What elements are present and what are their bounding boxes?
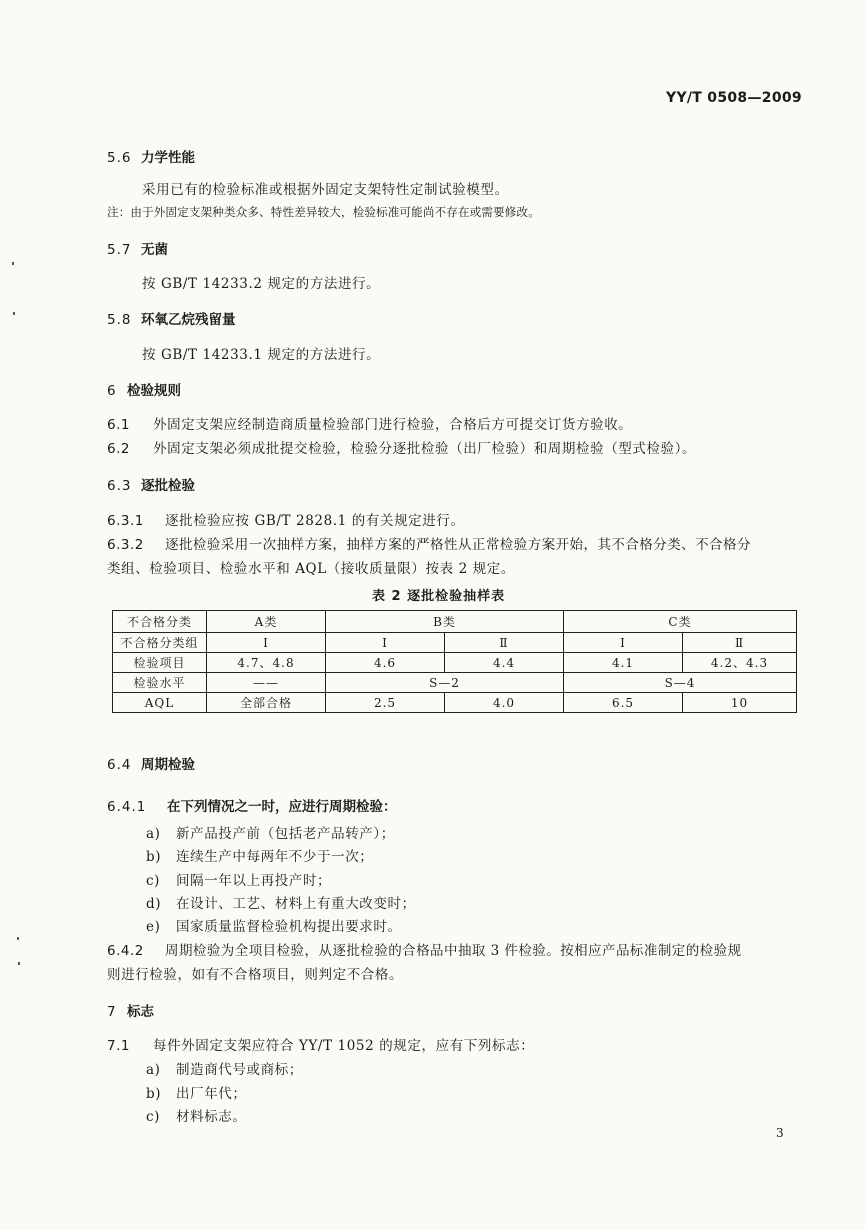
section-text: 逐批检验应按 GB/T 2828.1 的有关规定进行。: [165, 513, 465, 529]
section-text: 在下列情况之一时，应进行周期检验：: [167, 799, 397, 815]
list-text: 连续生产中每两年不少于一次；: [176, 849, 374, 865]
section-number: 6.4.2: [107, 943, 144, 959]
list-text: 新产品投产前（包括老产品转产）；: [176, 826, 395, 842]
table-cell: Ⅰ: [326, 633, 445, 653]
list-item: [146, 822, 395, 842]
table-cell: 检验水平: [113, 673, 207, 693]
section-number: 5.8: [107, 312, 132, 328]
list-item: [146, 892, 416, 912]
section-text-line-1: 逐批检验采用一次抽样方案，抽样方案的严格性从正常检验方案开始，其不合格分类、不合格分: [165, 537, 751, 553]
section-5-6-note: 注：由于外固定支架种类众多、特性差异较大，检验标准可能尚不存在或需要修改。: [107, 205, 540, 219]
section-number: 6.2: [107, 441, 130, 457]
list-text: 材料标志。: [176, 1109, 247, 1125]
table-cell: A类: [207, 611, 326, 633]
table-cell: 4.0: [445, 693, 564, 713]
section-7-heading: [107, 1000, 154, 1020]
section-text: 外固定支架应经制造商质量检验部门进行检验，合格后方可提交订货方验收。: [153, 417, 633, 433]
table-cell: 10: [683, 693, 797, 713]
section-text: 每件外固定支架应符合 YY/T 1052 的规定，应有下列标志：: [153, 1038, 535, 1054]
section-number: 6.1: [107, 417, 130, 433]
table-cell: S—4: [564, 673, 797, 693]
list-marker: d): [146, 896, 162, 912]
section-title: 标志: [127, 1004, 154, 1020]
scan-speck: [13, 312, 15, 315]
list-item: [146, 1082, 247, 1102]
list-item: [146, 1105, 247, 1125]
table-row: [113, 673, 797, 693]
section-6-3-heading: [107, 474, 195, 494]
section-6-4-2: [107, 939, 742, 959]
list-marker: b): [146, 1086, 162, 1102]
section-number: 7.1: [107, 1038, 130, 1054]
section-number: 6.3: [107, 478, 132, 494]
table-cell: 4.7、4.8: [207, 653, 326, 673]
list-text: 在设计、工艺、材料上有重大改变时；: [176, 896, 416, 912]
list-item: [146, 915, 402, 935]
list-marker: c): [146, 1109, 161, 1125]
table-cell: ——: [207, 673, 326, 693]
section-5-6-text: 采用已有的检验标准或根据外固定支架特性定制试验模型。: [142, 182, 509, 198]
table-cell: 2.5: [326, 693, 445, 713]
table-row: [113, 611, 797, 633]
section-6-3-2: [107, 533, 751, 553]
table-cell: S—2: [326, 673, 564, 693]
table-row: [113, 693, 797, 713]
section-number: 6: [107, 383, 117, 399]
section-number: 6.3.2: [107, 537, 144, 553]
section-5-8-text: 按 GB/T 14233.1 规定的方法进行。: [142, 347, 381, 363]
table-cell: 4.6: [326, 653, 445, 673]
list-item: [146, 845, 373, 865]
table-caption: 表 2 逐批检验抽样表: [372, 589, 506, 604]
table-row: [113, 653, 797, 673]
section-text-line-1: 周期检验为全项目检验，从逐批检验的合格品中抽取 3 件检验。按相应产品标准制定的检验规: [165, 943, 742, 959]
section-6-3-2-cont: 类组、检验项目、检验水平和 AQL（接收质量限）按表 2 规定。: [107, 561, 515, 577]
section-number: 6.4.1: [107, 799, 147, 815]
list-marker: e): [146, 919, 161, 935]
section-number: 6.3.1: [107, 513, 144, 529]
section-number: 7: [107, 1004, 117, 1020]
section-5-8-heading: [107, 308, 236, 328]
section-6-3-1: [107, 509, 465, 529]
list-marker: a): [146, 826, 161, 842]
table-cell: 全部合格: [207, 693, 326, 713]
table-cell: 检验项目: [113, 653, 207, 673]
list-item: [146, 869, 331, 889]
scan-speck: [17, 937, 19, 940]
section-5-6-heading: [107, 146, 195, 166]
list-text: 制造商代号或商标；: [176, 1062, 303, 1078]
table-cell: 4.2、4.3: [683, 653, 797, 673]
table-cell: B类: [326, 611, 564, 633]
section-title: 检验规则: [127, 383, 181, 399]
table-cell: Ⅰ: [564, 633, 683, 653]
section-6-2: [107, 437, 696, 457]
sampling-table: [112, 610, 797, 713]
table-row: [113, 633, 797, 653]
section-number: 5.7: [107, 242, 132, 258]
scan-speck: [12, 262, 14, 265]
table-cell: 6.5: [564, 693, 683, 713]
section-6-1: [107, 413, 632, 433]
table-cell: C类: [564, 611, 797, 633]
list-marker: a): [146, 1062, 161, 1078]
section-text: 外固定支架必须成批提交检验，检验分逐批检验（出厂检验）和周期检验（型式检验）。: [153, 441, 697, 457]
list-item: [146, 1058, 303, 1078]
section-title: 环氧乙烷残留量: [141, 312, 236, 328]
list-text: 间隔一年以上再投产时；: [176, 873, 332, 889]
section-title: 逐批检验: [141, 478, 195, 494]
table-cell: Ⅱ: [445, 633, 564, 653]
table-cell: AQL: [113, 693, 207, 713]
list-text: 出厂年代；: [176, 1086, 247, 1102]
table-cell: 不合格分类: [113, 611, 207, 633]
section-title: 无菌: [141, 242, 168, 258]
section-number: 5.6: [107, 150, 132, 166]
table-cell: 4.1: [564, 653, 683, 673]
list-text: 国家质量监督检验机构提出要求时。: [176, 919, 402, 935]
section-6-heading: [107, 379, 181, 399]
list-marker: c): [146, 873, 161, 889]
section-6-4-2-cont: 则进行检验，如有不合格项目，则判定不合格。: [107, 967, 404, 983]
page-number: 3: [776, 1126, 784, 1140]
table-cell: 4.4: [445, 653, 564, 673]
section-7-1: [107, 1034, 534, 1054]
section-6-4-1: [107, 795, 397, 815]
section-number: 6.4: [107, 757, 132, 773]
standard-number: YY/T 0508—2009: [666, 90, 802, 106]
section-5-7-text: 按 GB/T 14233.2 规定的方法进行。: [142, 276, 381, 292]
table-cell: 不合格分类组: [113, 633, 207, 653]
section-title: 力学性能: [141, 150, 195, 166]
table-cell: Ⅱ: [683, 633, 797, 653]
section-6-4-heading: [107, 753, 195, 773]
table-cell: Ⅰ: [207, 633, 326, 653]
scan-speck: [18, 962, 20, 965]
section-title: 周期检验: [141, 757, 195, 773]
list-marker: b): [146, 849, 162, 865]
section-5-7-heading: [107, 238, 168, 258]
